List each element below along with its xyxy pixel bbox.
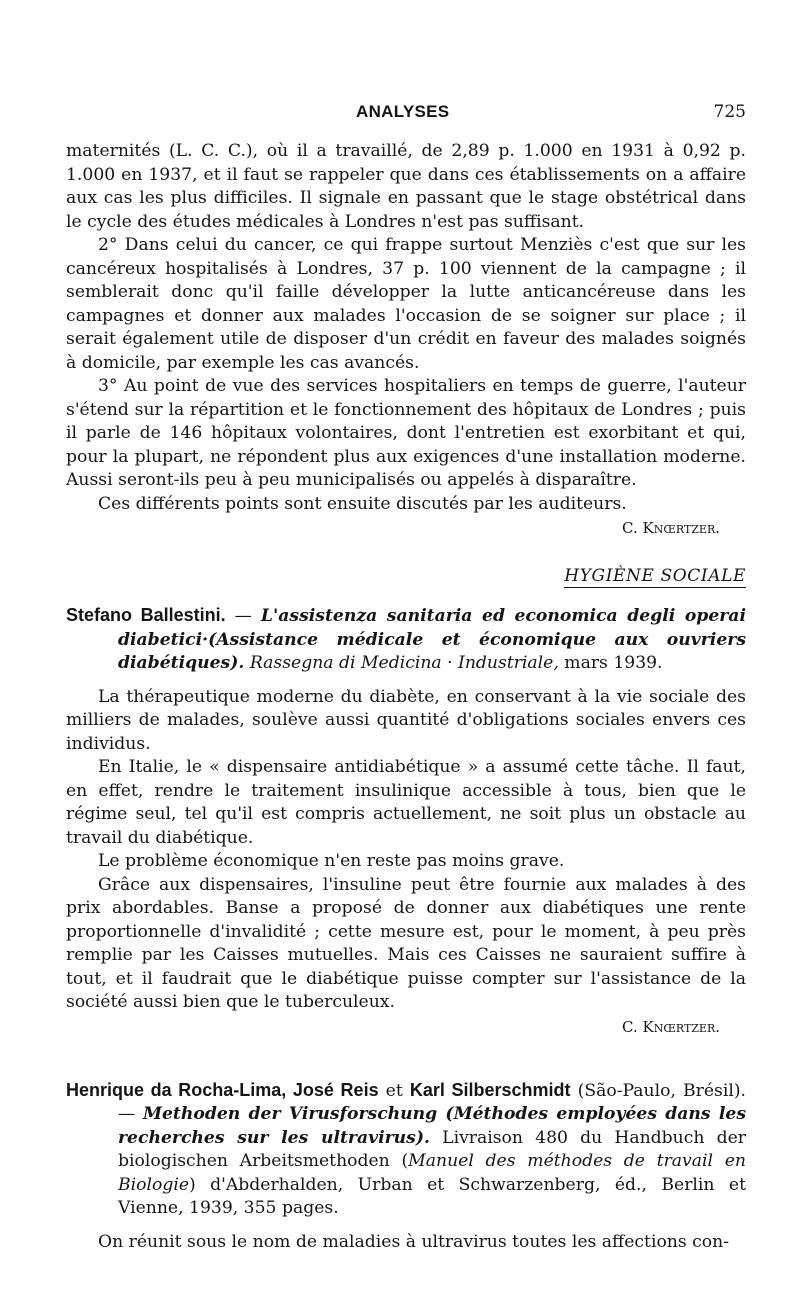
paragraph: En Italie, le « dispensaire antidiabétique » a assumé cette tâche. Il faut, en effet, rendre le traitement insulinique accessible à tous, bien que le régime seul, tel qu'il est compris actuellement, ne soit plus un obstacle au travail du diabétique. <box>66 757 746 848</box>
reference-author: Stefano Ballestini. <box>66 605 226 625</box>
bibliographic-reference: Henrique da Rocha-Lima, José Reis et Karl Silberschmidt (São-Paulo, Brésil). — Methoden der Virusforschung (Méthodes employées dans les recherches sur les ultravirus). Livraison 480 du Handbuch der biologischen Arbeitsmethoden (Manuel des méthodes de travail en Biologie) d'Abderhalden, Urban et Schwarzenberg, éd., Berlin et Vienne, 1939, 355 pages. <box>66 1079 747 1218</box>
bibliographic-reference: Stefano Ballestini. — L'assistenza sanitaria ed economica degli operai diabetici·(Assistance médicale et économique aux ouvriers diabétiques). Rassegna di Medicina · Industriale, mars 1939. <box>66 605 746 673</box>
reference-journal: Rassegna di Medicina · Industriale, <box>244 653 559 673</box>
paragraph: Grâce aux dispensaires, l'insuline peut être fournie aux malades à des prix abordables. Banse a proposé de donner aux diabétiques une rente proportionnelle d'invalidité ; cette mesure est, pour le moment, à peu près remplie par les Caisses mutuelles. Mais ces Caisses ne sauraient suffire à tout, et il faudrait que le diabétique puisse compter sur l'assistance de la société aussi bien que le tuberculeux. <box>66 874 746 1012</box>
signature: C. Knœrtzer. <box>622 1017 720 1036</box>
paragraph: Ces différents points sont ensuite discutés par les auditeurs. <box>98 493 627 514</box>
page-number: 725 <box>713 102 746 122</box>
section-heading: HYGIÈNE SOCIALE <box>564 566 746 586</box>
page-header <box>66 102 746 126</box>
paragraph: Le problème économique n'en reste pas moins grave. <box>98 851 565 871</box>
reference-place: (São-Paulo, Brésil). — <box>118 1080 747 1124</box>
paragraph: On réunit sous le nom de maladies à ultravirus toutes les affections con- <box>98 1231 730 1252</box>
running-title: ANALYSES <box>356 102 450 121</box>
reference-author: Henrique da Rocha-Lima, José Reis <box>66 1079 379 1100</box>
body-text <box>66 140 746 1254</box>
paragraph: 3° Au point de vue des services hospitaliers en temps de guerre, l'auteur s'étend sur la répartition et le fonctionnement des hôpitaux de Londres ; puis il parle de 146 hôpitaux volontaires, dont l'entretien est exorbitant et qui, pour la plupart, ne répondent plus aux exigences d'une installation moderne. Aussi seront-ils peu à peu municipalisés ou appelés à disparaître. <box>66 376 746 490</box>
spacer <box>66 1037 746 1061</box>
signature: C. Knœrtzer. <box>622 519 720 537</box>
reference-title: Methoden der Virusforschung (Méthodes employées dans les recherches sur les ultravirus). <box>118 1104 747 1148</box>
reference-author: Karl Silberschmidt <box>409 1079 571 1100</box>
reference-translated-title: Manuel des méthodes de travail en Biologie <box>118 1151 746 1195</box>
paragraph: 2° Dans celui du cancer, ce qui frappe surtout Menziès c'est que sur les cancéreux hospitalisés à Londres, 37 p. 100 viennent de la campagne ; il semblerait donc qu'il faille développer la lutte anticancéreuse dans les campagnes et donner aux malades l'occasion de se soigner sur place ; il serait également utile de disposer d'un crédit en faveur des malades soignés à domicile, par exemple les cas avancés. <box>66 235 746 373</box>
paragraph: maternités (L. C. C.), où il a travaillé, de 2,89 p. 1.000 en 1931 à 0,92 p. 1.000 en 1937, et il faut se rappeler que dans ces établissements on a affaire aux cas les plus difficiles. Il signale en passant que le stage obstétrical dans le cycle des études médicales à Londres n'est pas suffisant. <box>66 141 746 232</box>
paragraph: La thérapeutique moderne du diabète, en conservant à la vie sociale des milliers de malades, soulève aussi quantité d'obligations sociales envers ces individus. <box>66 686 746 754</box>
reference-title: L'assistenza sanitaria ed economica degli operai diabetici·(Assistance médicale et économique aux ouvriers diabétiques). <box>118 606 746 673</box>
reference-date: mars 1939. <box>558 653 663 673</box>
